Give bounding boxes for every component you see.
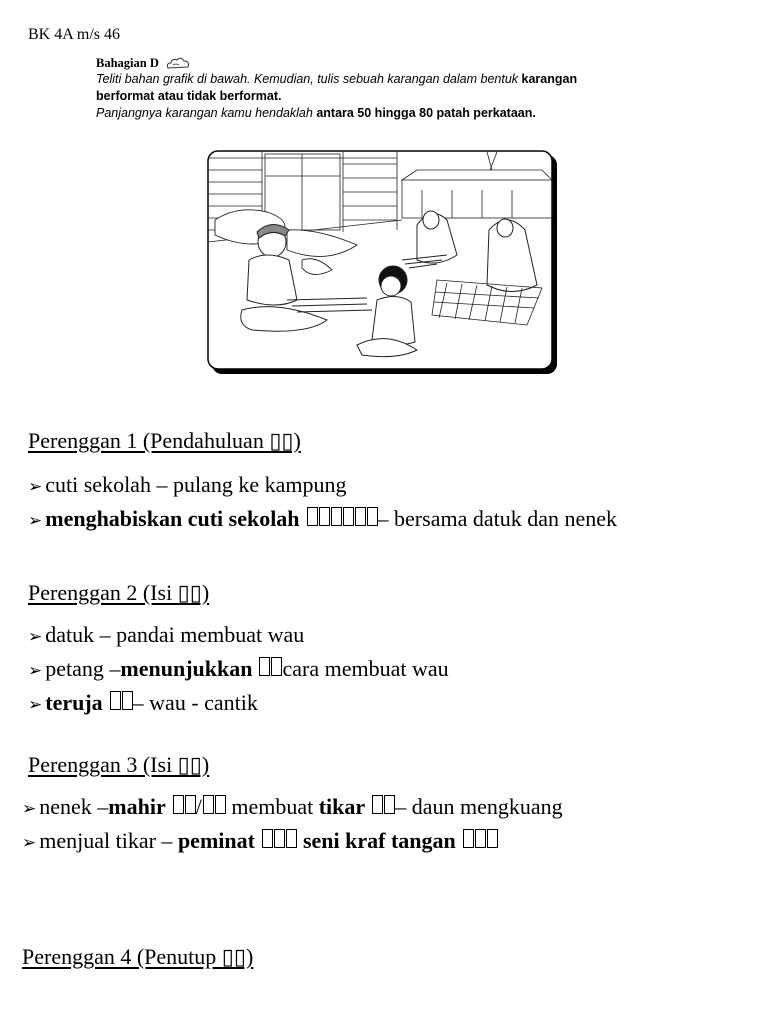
paragraph-2-title: Perenggan 2 (Isi ▯▯) — [28, 580, 210, 605]
page-code: BK 4A m/s 46 — [28, 26, 121, 43]
instruction-line-2: berformat atau tidak berformat. — [96, 89, 282, 103]
paragraph-4-title: Perenggan 4 (Penutup ▯▯) — [22, 944, 254, 969]
arrow-bullet-icon: ➢ — [22, 833, 37, 853]
paragraph-3-title: Perenggan 3 (Isi ▯▯) — [28, 752, 210, 777]
list-item: ➢ petang – menunjukkan cara membuat wau — [28, 653, 449, 687]
instruction-line-3: Panjangnya karangan kamu hendaklah antara 50 hingga 80 patah perkataan. — [96, 106, 536, 120]
task-instructions — [96, 55, 696, 122]
list-item: ➢ datuk – pandai membuat wau — [28, 619, 449, 653]
arrow-bullet-icon: ➢ — [28, 627, 43, 647]
list-item: ➢ cuti sekolah – pulang ke kampung — [28, 469, 617, 503]
arrow-bullet-icon: ➢ — [28, 511, 43, 531]
list-item: ➢ teruja – wau - cantik — [28, 687, 449, 721]
arrow-bullet-icon: ➢ — [28, 695, 43, 715]
arrow-bullet-icon: ➢ — [22, 799, 37, 819]
list-item: ➢ menghabiskan cuti sekolah – bersama datuk dan nenek — [28, 503, 617, 537]
section-title: Bahagian D — [96, 55, 159, 70]
paragraph-3-bullets — [22, 791, 563, 859]
list-item: ➢ nenek – mahir / membuat tikar – daun mengkuang — [22, 791, 563, 825]
list-item: ➢ menjual tikar – peminat seni kraf tangan — [22, 825, 563, 859]
village-scene-illustration — [207, 150, 559, 376]
paragraph-2-bullets — [28, 619, 449, 721]
instruction-line-1: Teliti bahan grafik di bawah. Kemudian, tulis sebuah karangan dalam bentuk karangan — [96, 72, 578, 86]
arrow-bullet-icon: ➢ — [28, 661, 43, 681]
paragraph-1-title: Perenggan 1 (Pendahuluan ▯▯) — [28, 428, 301, 453]
section-heading — [96, 55, 696, 71]
cloud-icon — [165, 55, 191, 71]
paragraph-1-bullets — [28, 469, 617, 537]
arrow-bullet-icon: ➢ — [28, 477, 43, 497]
